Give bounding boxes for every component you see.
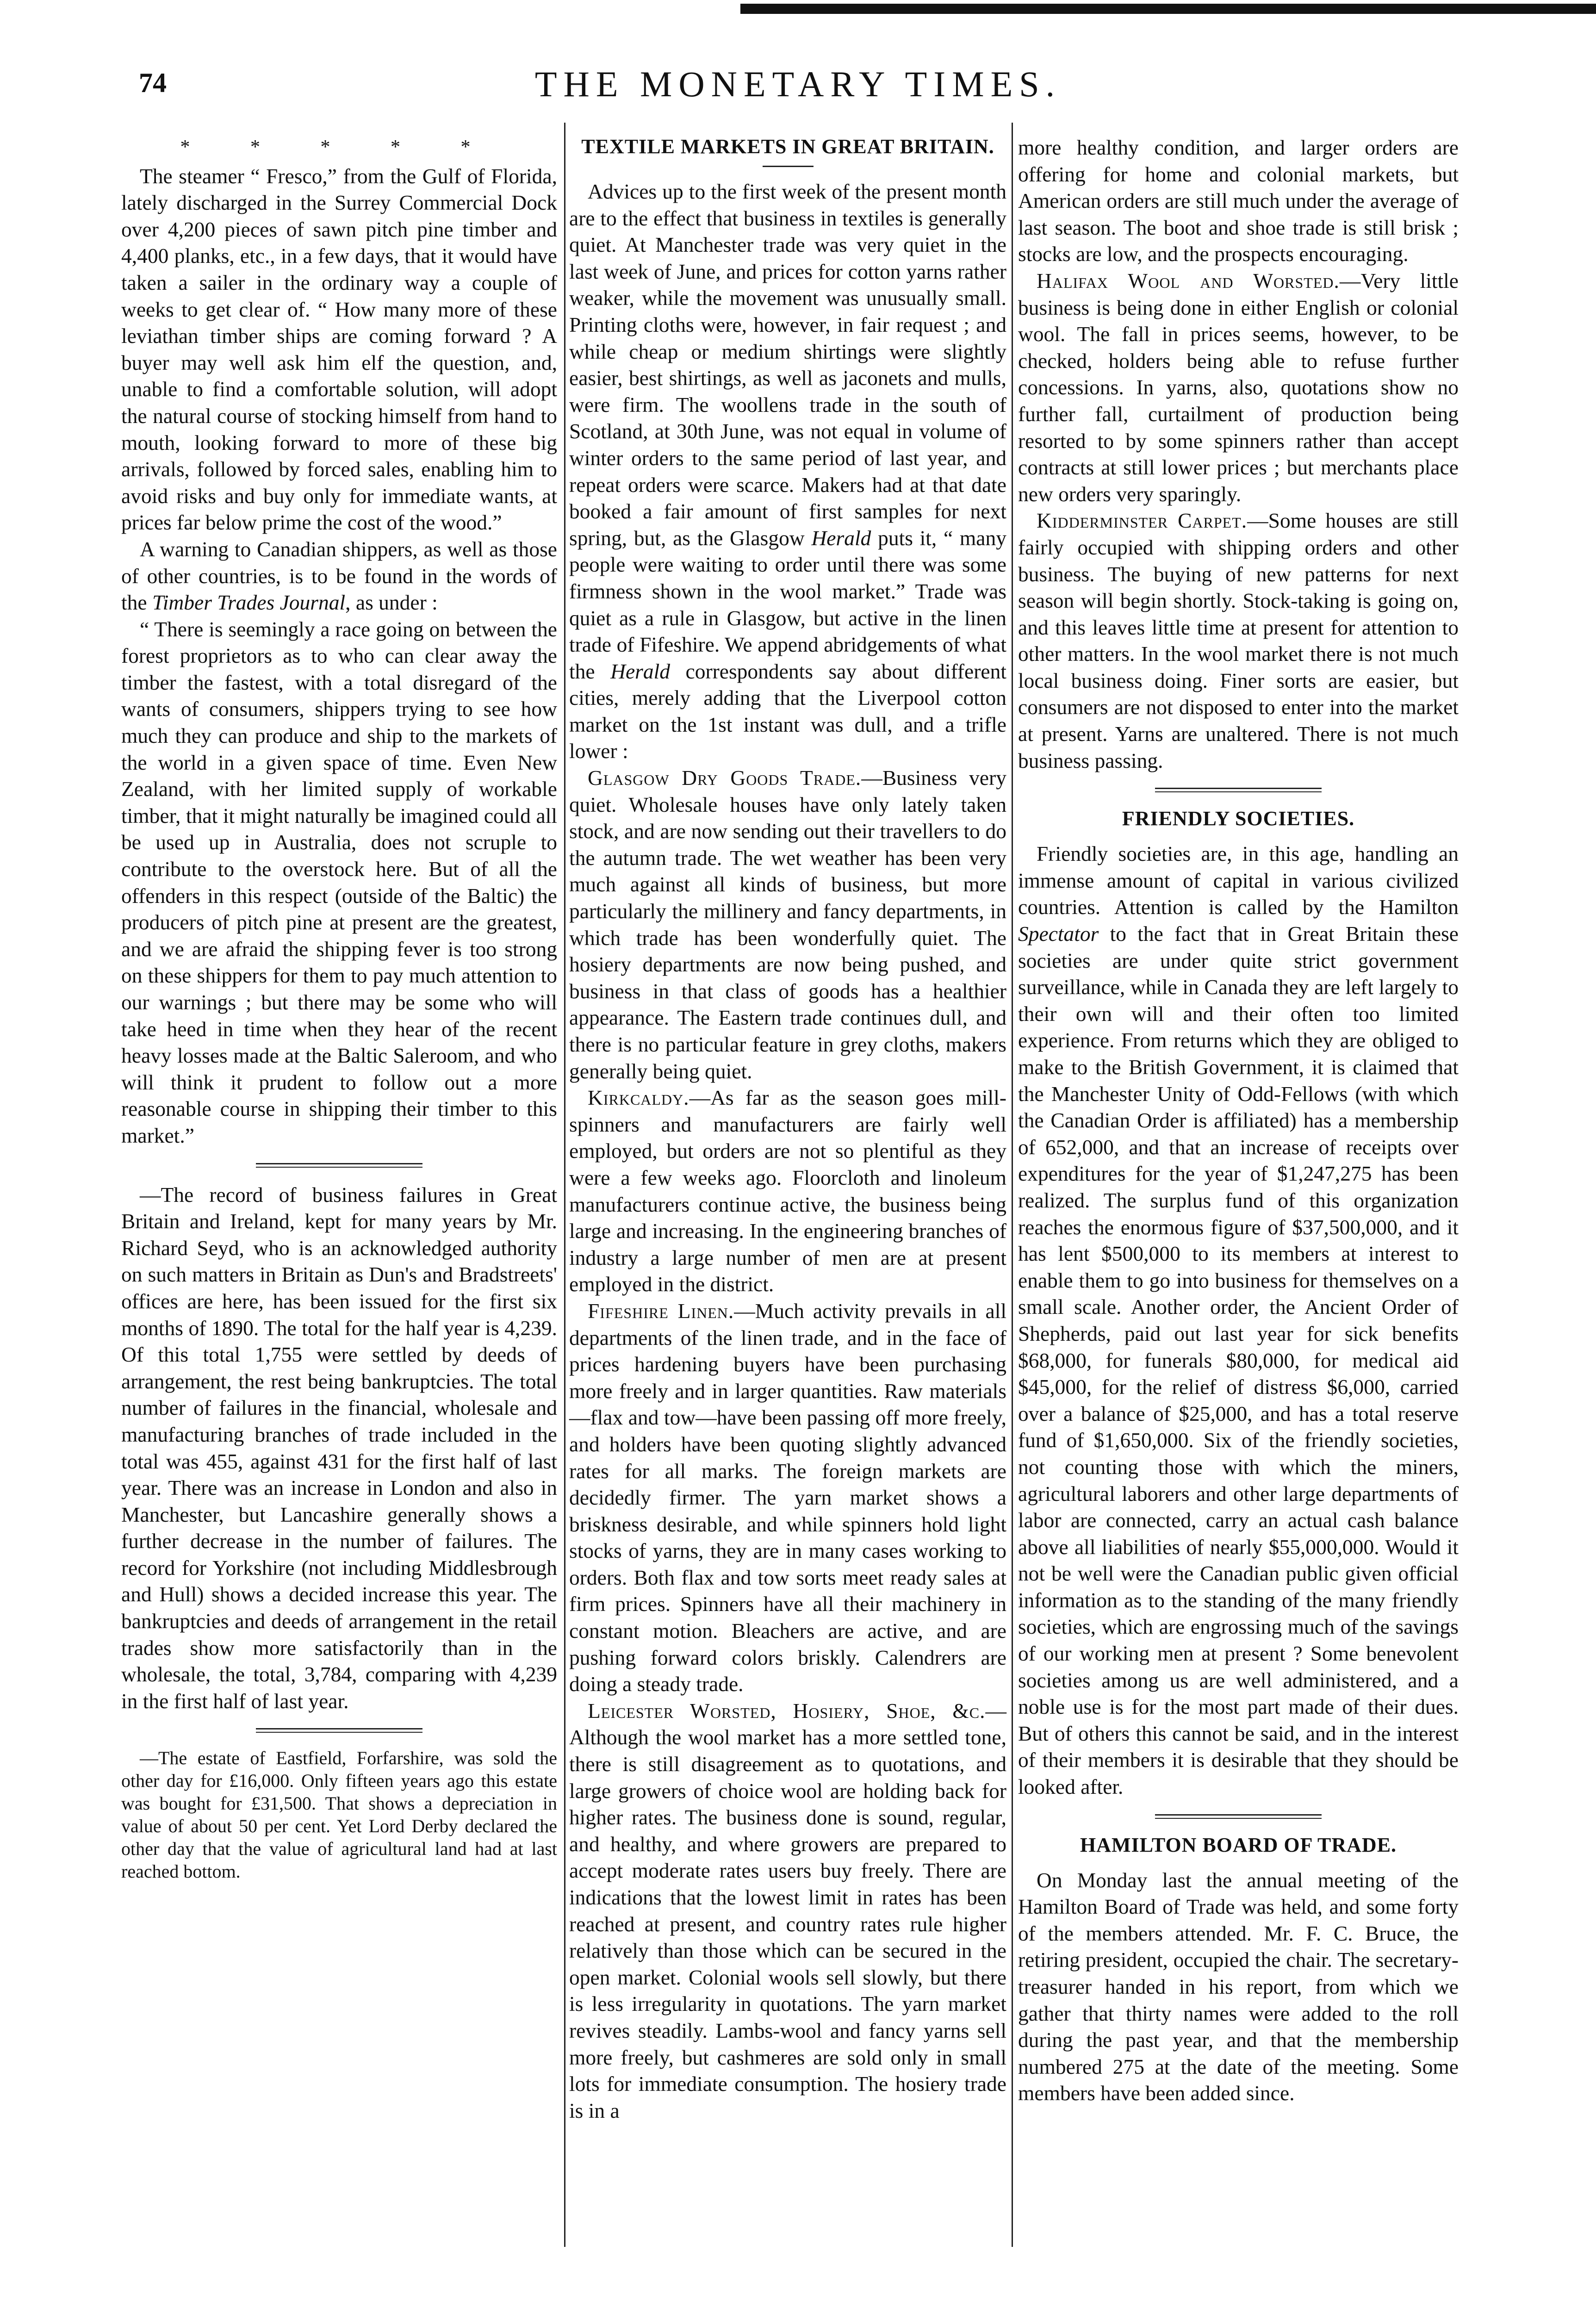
leicester-continued: more healthy condition, and larger orders are offering for home and colonial markets, but American orders are still much under the average of last season. The boot and shoe trade is still brisk ; stocks are low, and the prospects encouraging. xyxy=(1018,136,1459,266)
publication-name: Timber Trades Journal xyxy=(152,591,346,615)
article-warning: A warning to Canadian shippers, as well as those of other countries, is to be found in the words of the Timber Trades Journal, as under : xyxy=(121,537,557,615)
quotation-paragraph: “ There is seemingly a race going on between the forest proprietors as to who can clear away the timber the fastest, with a total disregard of the wants of consumers, shippers trying to see how much they can produce and ship to the markets of the world in a given space of time. Even New Zealand, with her limited supply of workable timber, that it might naturally be imagined could all be used up in Australia, does not scruple to contribute to the overstock here. But of all the offenders in this respect (outside of the Baltic) the producers of pitch pine at present are the greatest, and we are afraid the shipping fever is too strong on these shippers for them to pay much attention to our warnings ; but there may be some who will take heed in time when they hear of the recent heavy losses made at the Baltic Saleroom, and who will think it prudent to follow out a more reasonable course in shipping their timber to this market.” xyxy=(121,617,557,1147)
subhead-kirkcaldy: Kirkcaldy. xyxy=(588,1086,689,1110)
section-rule xyxy=(1155,1814,1322,1819)
headline-hamilton-board: HAMILTON BOARD OF TRADE. xyxy=(1080,1833,1397,1856)
article-eastfield: —The estate of Eastfield, Forfarshire, was sold the other day for £16,000. Only fifteen years ago this estate was bought for £31,500. That shows a depreciation in value of about 50 per cent. Yet Lord Derby declared the other day that the value of agricultural land had at last reached bottom. xyxy=(121,1748,557,1882)
subhead-halifax: Halifax Wool and Worsted. xyxy=(1037,268,1340,292)
section-rule xyxy=(256,1728,422,1733)
section-leicester: Leicester Worsted, Hosiery, Shoe, &c.—Although the wool market has a more settled tone, there is still disagreement as to quotations, and large growers of choice wool are holding back for higher rates. The business done is sound, regular, and healthy, and where growers are prepared to accept moderate rates users buy freely. There are indications that the lowest limit in rates has been reached at present, and country rates rule higher relatively than those which can be secured in the open market. Colonial wools sell slowly, but there is less irregularity in quotations. The yarn market revives steadily. Lambs-wool and fancy yarns sell more freely, but cashmeres are sold only in small lots for immediate consumption. The hosiery trade is in a xyxy=(569,1698,1006,2122)
section-fifeshire: Fifeshire Linen.—Much activity prevails in all departments of the linen trade, and in the face of prices hardening buyers have been purchasing more freely and in larger quantities. Raw materials—flax and tow—have been passing off more freely, and holders have been quoting slightly advanced rates for all marks. The foreign markets are decidedly firmer. The yarn market shows a briskness desirable, and while spinners hold light stocks of yarns, they are in many cases working to orders. Both flax and tow sorts meet ready sales at firm prices. Spinners have all their machinery in constant motion. Bleachers are active, and are pushing forward colors briskly. Calendrers are doing a steady trade. xyxy=(569,1299,1006,1696)
section-glasgow: Glasgow Dry Goods Trade.—Business very quiet. Wholesale houses have only lately taken stock, and are now sending out their travellers to do the autumn trade. The wet weather has been very much against all kinds of business, but more particularly the millinery and fancy departments, in which trade has been wonderfully quiet. The hosiery departments are now being pushed, and business in that class of goods has a healthier appearance. The Eastern trade continues dull, and there is no particular feature in grey cloths, makers generally being quiet. xyxy=(569,766,1006,1083)
section-kirkcaldy: Kirkcaldy.—As far as the season goes mill-spinners and manufacturers are fairly well employed, but orders are not so plentiful as they were a few weeks ago. Floorcloth and linoleum manufacturers continue active, the business being large and increasing. In the engineering branches of industry a large number of men are at present employed in the district. xyxy=(569,1086,1006,1296)
page-number: 74 xyxy=(139,68,167,98)
subhead-fifeshire: Fifeshire Linen. xyxy=(588,1299,734,1323)
article-failures: —The record of business failures in Great Britain and Ireland, kept for many years by Mr. Richard Seyd, who is an acknowledged authority on such matters in Britain as Dun's and Bradstreets' offices are here, has been issued for the first six months of 1890. The total for the half year is 4,239. Of this total 1,755 were settled by deeds of arrangement, the rest being bankruptcies. The total number of failures in the financial, wholesale and manufacturing branches of trade included in the total was 455, against 431 for the first half of last year. There was an increase in London and also in Manchester, but Lancashire generally shows a further decrease in the number of failures. The record for Yorkshire (not including Middlesbrough and Hull) shows a decided increase this year. The bankruptcies and deeds of arrangement in the retail trades show more satisfactorily than in the wholesale, the total, 3,784, comparing with 4,239 in the first half of last year. xyxy=(121,1182,557,1713)
article-hamilton-board: On Monday last the annual meeting of the Hamilton Board of Trade was held, and some forty of the members attended. Mr. F. C. Bruce, the retiring president, occupied the chair. The secretary-treasurer handed in his report, from which we gather that thirty names were added to the roll during the past year, and that the membership numbered 275 at the date of the meeting. Some members have been added since. xyxy=(1018,1868,1459,2105)
subhead-kidderminster: Kidderminster Carpet. xyxy=(1037,509,1248,533)
headline-rule xyxy=(763,166,814,167)
column-2 xyxy=(569,134,1006,2124)
section-halifax: Halifax Wool and Worsted.—Very little business is being done in either English or colonial wool. The fall in prices seems, however, to be checked, holders being able to refuse further concessions. In yarns, also, quotations show no further fall, curtailment of production being resorted to by some spinners rather than accept contracts at still lower prices ; but merchants place new orders very sparingly. xyxy=(1018,268,1459,506)
subhead-leicester: Leicester Worsted, Hosiery, Shoe, &c. xyxy=(588,1698,986,1723)
article-friendly-societies: Friendly societies are, in this age, handling an immense amount of capital in various civilized countries. Attention is called by the Hamilton Spectator to the fact that in Great Britain these societies are under quite strict government surveillance, while in Canada they are left largely to their own will and their often too limited experience. From returns which they are obliged to make to the British Government, it is claimed that the Manchester Unity of Odd-Fellows (with which the Canadian Order is affiliated) has a membership of 652,000, and that an increase of receipts over expenditures for the year of $1,247,275 has been realized. The surplus fund of this organization reaches the enormous figure of $37,500,000, and it has lent $500,000 to its members at interest to enable them to go into business for themselves on a small scale. Another order, the Ancient Order of Shepherds, paid out last year for sick benefits $68,000, for funerals $80,000, for medical aid $45,000, for the relief of distress $6,000, carried over a balance of $25,000, and has a total reserve fund of $1,650,000. Six of the friendly societies, not counting those with which the miners, agricultural laborers and other large departments of labor are connected, carry an actual cash balance above all liabilities of nearly $55,000,000. Would it not be well were the Canadian public given official information as to the standing of the many friendly societies, which are engrossing much of the savings of our working men at present ? Some benevolent societies among us are well administered, and a noble use is for the most part made of their dues. But of others this cannot be said, and in the interest of their members it is desirable that they should be looked after. xyxy=(1018,842,1459,1799)
subhead-glasgow: Glasgow Dry Goods Trade. xyxy=(588,766,862,790)
section-stars: * * * * * xyxy=(180,137,498,158)
section-rule xyxy=(1155,788,1322,792)
headline-friendly-societies: FRIENDLY SOCIETIES. xyxy=(1122,807,1355,830)
column-1 xyxy=(121,134,557,1883)
masthead-title: THE MONETARY TIMES. xyxy=(534,64,1062,104)
top-rule xyxy=(740,4,1596,14)
section-kidderminster: Kidderminster Carpet.—Some houses are still fairly occupied with shipping orders and other business. The buying of new patterns for next season will begin shortly. Stock-taking is going on, and this leaves little time at present for attention to other matters. In the wool market there is not much local business doing. Finer sorts are easier, but consumers are not disposed to enter into the market at present. Yarns are unaltered. There is not much business passing. xyxy=(1018,509,1459,772)
column-divider xyxy=(564,123,565,2247)
column-3 xyxy=(1018,134,1459,2107)
textile-intro: Advices up to the first week of the present month are to the effect that business in textiles is generally quiet. At Manchester trade was very quiet in the last week of June, and prices for cotton yarns rather weaker, while the movement was unusually small. Printing cloths were, however, in fair request ; and while cheap or medium shirtings were slightly easier, best shirtings, as well as jaconets and mulls, were firm. The woollens trade in the south of Scotland, at 30th June, was not equal in volume of winter orders to the same period of last year, and repeat orders were scarce. Makers had at that date booked a fair amount of first samples for next spring, but, as the Glasgow Herald puts it, “ many people were waiting to order until there was some firmness shown in the wool market.” Trade was quiet as a rule in Glasgow, but active in the linen trade of Fifeshire. We append abridgements of what the Herald correspondents say about different cities, merely adding that the Liverpool cotton market on the 1st instant was dull, and a trifle lower : xyxy=(569,180,1006,763)
article-fresco: The steamer “ Fresco,” from the Gulf of Florida, lately discharged in the Surrey Commercial Dock over 4,200 pieces of sawn pitch pine timber and 4,400 planks, etc., in a few days, that it would have taken a sailer in the ordinary way a couple of weeks to get clear of. “ How many more of these leviathan timber ships are coming forward ? A buyer may well ask him elf the question, and, unable to find a comfortable solution, will adopt the natural course of stocking himself from hand to mouth, looking forward to more of these big arrivals, followed by forced sales, enabling him to avoid risks and buy only for immediate wants, at prices far below prime the cost of the wood.” xyxy=(121,164,557,535)
section-rule xyxy=(256,1163,422,1168)
headline-textile-markets: TEXTILE MARKETS IN GREAT BRITAIN. xyxy=(581,135,994,158)
column-divider xyxy=(1012,123,1013,2247)
page-header xyxy=(0,64,1596,113)
